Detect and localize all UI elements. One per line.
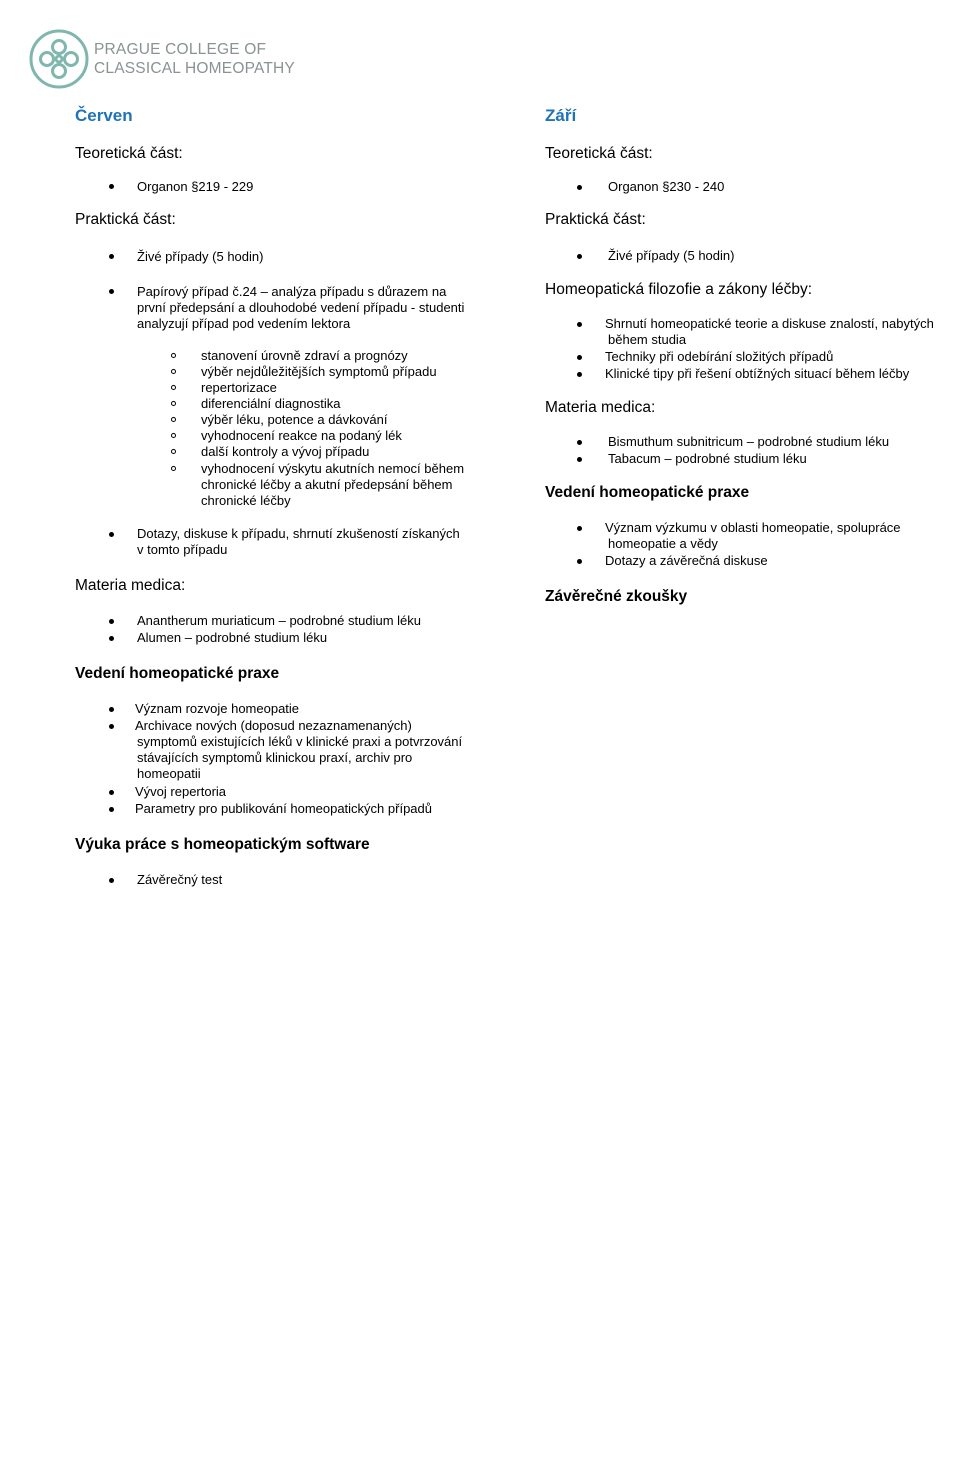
list-item-text: Parametry pro publikování homeopatických případů bbox=[135, 801, 432, 816]
list-item-text-line: Dotazy, diskuse k případu, shrnutí zkušeností získaných bbox=[137, 526, 460, 541]
circle-bullet-icon bbox=[171, 433, 176, 438]
sub-list-item-text: stanovení úrovně zdraví a prognózy bbox=[201, 348, 408, 363]
sub-list-item-text: repertorizace bbox=[201, 380, 277, 395]
list-item-text: Organon §219 - 229 bbox=[137, 179, 254, 194]
logo-emblem-icon bbox=[28, 28, 90, 90]
month-heading: Červen bbox=[75, 106, 133, 125]
sub-list-item-text-line: vyhodnocení výskytu akutních nemocí během bbox=[201, 461, 465, 476]
list-item-text: Bismuthum subnitricum – podrobné studium léku bbox=[608, 434, 890, 449]
circle-bullet-icon bbox=[171, 466, 176, 471]
bullet-icon bbox=[109, 254, 114, 259]
sub-list-item-text: výběr léku, potence a dávkování bbox=[201, 412, 388, 427]
list-item-text: Dotazy a závěrečná diskuse bbox=[605, 553, 768, 568]
sub-list-item-text-line: chronické léčby a akutní předepsání během bbox=[201, 477, 453, 492]
bullet-icon bbox=[109, 707, 114, 712]
list-item-text: Význam rozvoje homeopatie bbox=[135, 701, 300, 716]
circle-bullet-icon bbox=[171, 369, 176, 374]
list-item-text-line: Shrnutí homeopatické teorie a diskuse znalostí, nabytých bbox=[605, 316, 934, 331]
practice-heading: Praktická část: bbox=[545, 211, 646, 228]
bullet-icon bbox=[577, 322, 582, 327]
practice-heading: Praktická část: bbox=[75, 211, 176, 228]
theory-heading: Teoretická část: bbox=[545, 145, 653, 162]
final-exams-heading: Závěrečné zkoušky bbox=[545, 588, 688, 605]
theory-heading: Teoretická část: bbox=[75, 145, 183, 162]
circle-bullet-icon bbox=[171, 401, 176, 406]
sub-list-item-text: výběr nejdůležitějších symptomů případu bbox=[201, 364, 437, 379]
list-item-text-line: Archivace nových (doposud nezaznamenaných) bbox=[135, 718, 412, 733]
bullet-icon bbox=[577, 254, 582, 259]
sub-list-item-text: diferenciální diagnostika bbox=[201, 396, 341, 411]
bullet-icon bbox=[109, 807, 114, 812]
materia-medica-heading: Materia medica: bbox=[75, 577, 186, 594]
circle-bullet-icon bbox=[171, 353, 176, 358]
bullet-icon bbox=[577, 526, 582, 531]
logo-line-1: PRAGUE COLLEGE OF bbox=[94, 41, 267, 58]
bullet-icon bbox=[577, 185, 582, 190]
bullet-icon bbox=[109, 184, 114, 189]
list-item-text-line: první předepsání a dlouhodobé vedení případu - studenti bbox=[137, 300, 465, 315]
list-item-text-line: symptomů existujících léků v klinické praxi a potvrzování bbox=[137, 734, 463, 749]
bullet-icon bbox=[109, 619, 114, 624]
bullet-icon bbox=[109, 289, 114, 294]
circle-bullet-icon bbox=[171, 385, 176, 390]
bullet-icon bbox=[109, 790, 114, 795]
list-item-text: Vývoj repertoria bbox=[135, 784, 227, 799]
list-item-text: Závěrečný test bbox=[137, 872, 223, 887]
bullet-icon bbox=[109, 636, 114, 641]
list-item-text-line: během studia bbox=[608, 332, 687, 347]
list-item-text-line: analyzují případ pod vedením lektora bbox=[137, 316, 351, 331]
sub-list-item-text: další kontroly a vývoj případu bbox=[201, 444, 370, 459]
bullet-icon bbox=[577, 372, 582, 377]
list-item-text-line: Význam výzkumu v oblasti homeopatie, spolupráce bbox=[605, 520, 901, 535]
materia-medica-heading: Materia medica: bbox=[545, 399, 656, 416]
bullet-icon bbox=[577, 457, 582, 462]
practice-management-heading: Vedení homeopatické praxe bbox=[75, 665, 280, 682]
bullet-icon bbox=[577, 440, 582, 445]
practice-management-heading: Vedení homeopatické praxe bbox=[545, 484, 750, 501]
circle-bullet-icon bbox=[171, 417, 176, 422]
list-item-text: Techniky při odebírání složitých případů bbox=[605, 349, 834, 364]
list-item-text-line: stávajících symptomů klinickou praxí, archiv pro bbox=[137, 750, 413, 765]
bullet-icon bbox=[109, 532, 114, 537]
list-item-text: Živé případy (5 hodin) bbox=[608, 248, 735, 263]
list-item-text-line: homeopatie a vědy bbox=[608, 536, 718, 551]
sub-list-item-text: vyhodnocení reakce na podaný lék bbox=[201, 428, 402, 443]
logo-wordmark bbox=[94, 40, 295, 78]
logo-line-2: CLASSICAL HOMEOPATHY bbox=[94, 60, 295, 77]
list-item-text-line: v tomto případu bbox=[137, 542, 228, 557]
bullet-icon bbox=[577, 355, 582, 360]
list-item-text: Anantherum muriaticum – podrobné studium léku bbox=[137, 613, 421, 628]
college-logo bbox=[28, 28, 298, 92]
list-item-text-line: homeopatii bbox=[137, 766, 201, 781]
bullet-icon bbox=[109, 878, 114, 883]
list-item-text-line: Papírový případ č.24 – analýza případu s důrazem na bbox=[137, 284, 447, 299]
software-heading: Výuka práce s homeopatickým software bbox=[75, 836, 370, 853]
philosophy-heading: Homeopatická filozofie a zákony léčby: bbox=[545, 281, 813, 298]
month-heading: Září bbox=[545, 106, 577, 125]
circle-bullet-icon bbox=[171, 449, 176, 454]
sub-list-item-text-line: chronické léčby bbox=[201, 493, 291, 508]
bullet-icon bbox=[109, 724, 114, 729]
list-item-text: Živé případy (5 hodin) bbox=[137, 249, 264, 264]
list-item-text: Organon §230 - 240 bbox=[608, 179, 725, 194]
list-item-text: Klinické tipy při řešení obtížných situací během léčby bbox=[605, 366, 910, 381]
list-item-text: Alumen – podrobné studium léku bbox=[137, 630, 328, 645]
list-item-text: Tabacum – podrobné studium léku bbox=[608, 451, 807, 466]
bullet-icon bbox=[577, 559, 582, 564]
